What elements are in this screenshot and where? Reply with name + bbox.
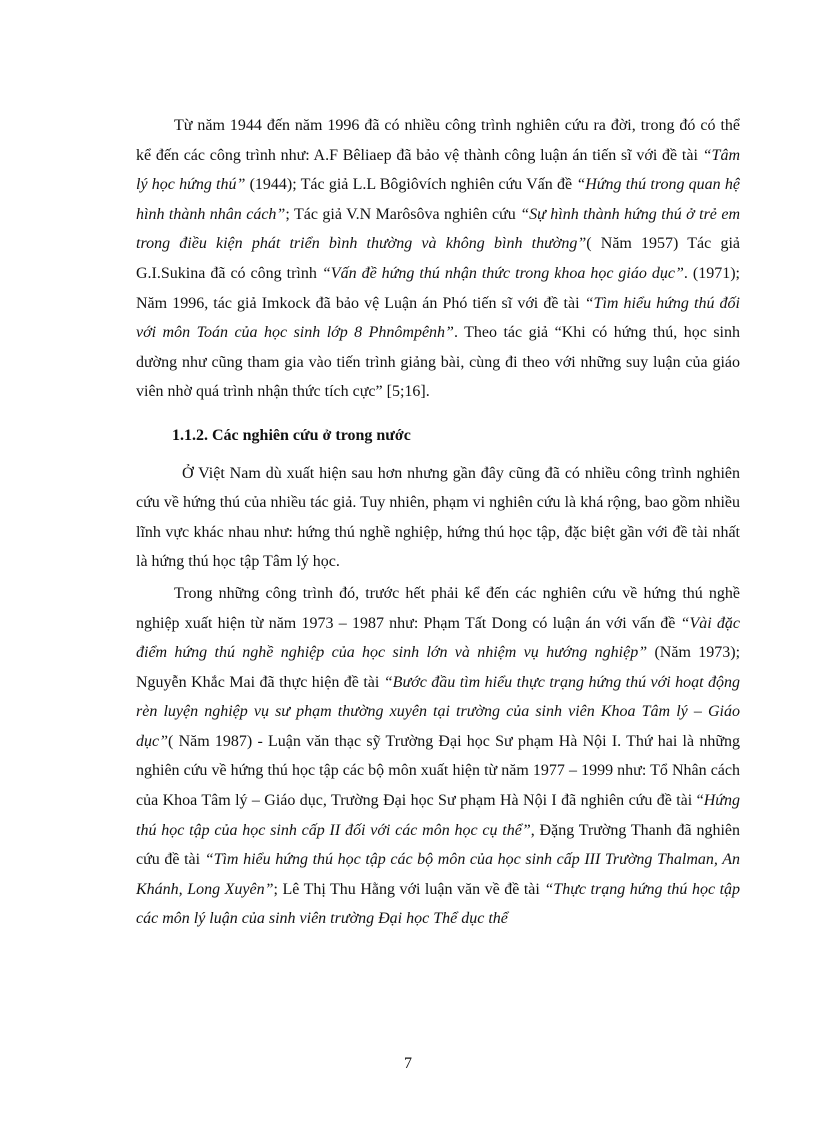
- section-heading: 1.1.2. Các nghiên cứu ở trong nước: [172, 426, 411, 444]
- text-segment: , Đặng Trường Thanh đã nghiên cứu đề tài: [136, 821, 740, 869]
- italic-title-segment: “Sự hình thành hứng thú ở trẻ em trong điều kiện phát triển bình thường và không bình thường”: [136, 205, 741, 253]
- paragraph-domestic-works: [136, 579, 740, 934]
- text-segment: ; Lê Thị Thu Hằng với luận văn về đề tài: [273, 880, 545, 898]
- text-segment: Trong những công trình đó, trước hết phải kể đến các nghiên cứu về hứng thú nghề nghiệp xuất hiện từ năm 1973 – 1987 như: Phạm Tất Dong có luận án với vấn đề: [136, 584, 740, 632]
- italic-title-segment: “Thực trạng hứng thú học tập các môn lý luận của sinh viên trường Đại học Thể dục thể: [136, 880, 741, 928]
- paragraph-foreign-studies: [136, 111, 740, 407]
- body-text: [136, 111, 740, 934]
- italic-title-segment: “Tìm hiểu hứng thú học tập các bộ môn của học sinh cấp III Trường Thalman, An Khánh, Long Xuyên”: [136, 851, 741, 898]
- text-segment: . (1971); Năm 1996, tác giả Imkock đã bảo vệ Luận án Phó tiến sĩ với đề tài: [136, 264, 740, 312]
- italic-title-segment: “Tìm hiểu hứng thú đối với môn Toán của học sinh lớp 8 Phnômpênh”: [136, 294, 741, 342]
- italic-title-segment: “Vấn đề hứng thú nhận thức trong khoa học giáo dục”: [321, 264, 684, 282]
- paragraph-domestic-intro: [136, 459, 740, 577]
- text-segment: ( Năm 1957) Tác giả G.I.Sukina đã có công trình: [136, 235, 740, 282]
- italic-title-segment: “Bước đầu tìm hiểu thực trạng hứng thú với hoạt động rèn luyện nghiệp vụ sư phạm thường xuyên tại trường của sinh viên Khoa Tâm lý – Giáo dục”: [136, 673, 740, 750]
- text-segment: ( Năm 1987) - Luận văn thạc sỹ Trường Đại học Sư phạm Hà Nội I. Thứ hai là những nghiên cứu về hứng thú học tập các bộ môn xuất hiện từ năm 1977 – 1999 như: Tổ Nhân cách của Khoa Tâm lý – Giáo dục, Trường Đại học Sư phạm Hà Nội I đã nghiên cứu đề tài “: [136, 732, 740, 810]
- italic-title-segment: “Tâm lý học hứng thú”: [136, 146, 740, 194]
- text-segment: ; Tác giả V.N Marôsôva nghiên cứu: [285, 205, 521, 223]
- text-segment: Từ năm 1944 đến năm 1996 đã có nhiều công trình nghiên cứu ra đời, trong đó có thể kể đến các công trình như: A.F Bêliaep đã bảo vệ thành công luận án tiến sĩ với đề tài: [136, 117, 740, 164]
- italic-title-segment: “Vài đặc điểm hứng thú nghề nghiệp của học sinh lớn và nhiệm vụ hướng nghiệp”: [136, 614, 741, 662]
- text-segment: (1944); Tác giả L.L Bôgiôvích nghiên cứu Vấn đề: [245, 176, 577, 194]
- italic-title-segment: “Hứng thú trong quan hệ hình thành nhân cách”: [136, 176, 740, 223]
- text-segment: Ở Việt Nam dù xuất hiện sau hơn nhưng gần đây cũng đã có nhiều công trình nghiên cứu về hứng thú của nhiều tác giả. Tuy nhiên, phạm vi nghiên cứu là khá rộng, bao gồm nhiều lĩnh vực khác nhau như: hứng thú nghề nghiệp, hứng thú học tập, đặc biệt gần với đề tài nhất là hứng thú học tập Tâm lý học.: [136, 464, 740, 571]
- page-number: 7: [404, 1055, 412, 1072]
- text-segment: (Năm 1973); Nguyễn Khắc Mai đã thực hiện đề tài: [136, 644, 741, 691]
- italic-title-segment: Hứng thú học tập của học sinh cấp II đối với các môn học cụ thể”: [136, 792, 740, 839]
- text-segment: . Theo tác giả “Khi có hứng thú, học sinh dường như cũng tham gia vào tiến trình giảng bài, cùng đi theo với những suy luận của giáo viên nhờ quá trình nhận thức tích cực” [5;16].: [136, 324, 741, 401]
